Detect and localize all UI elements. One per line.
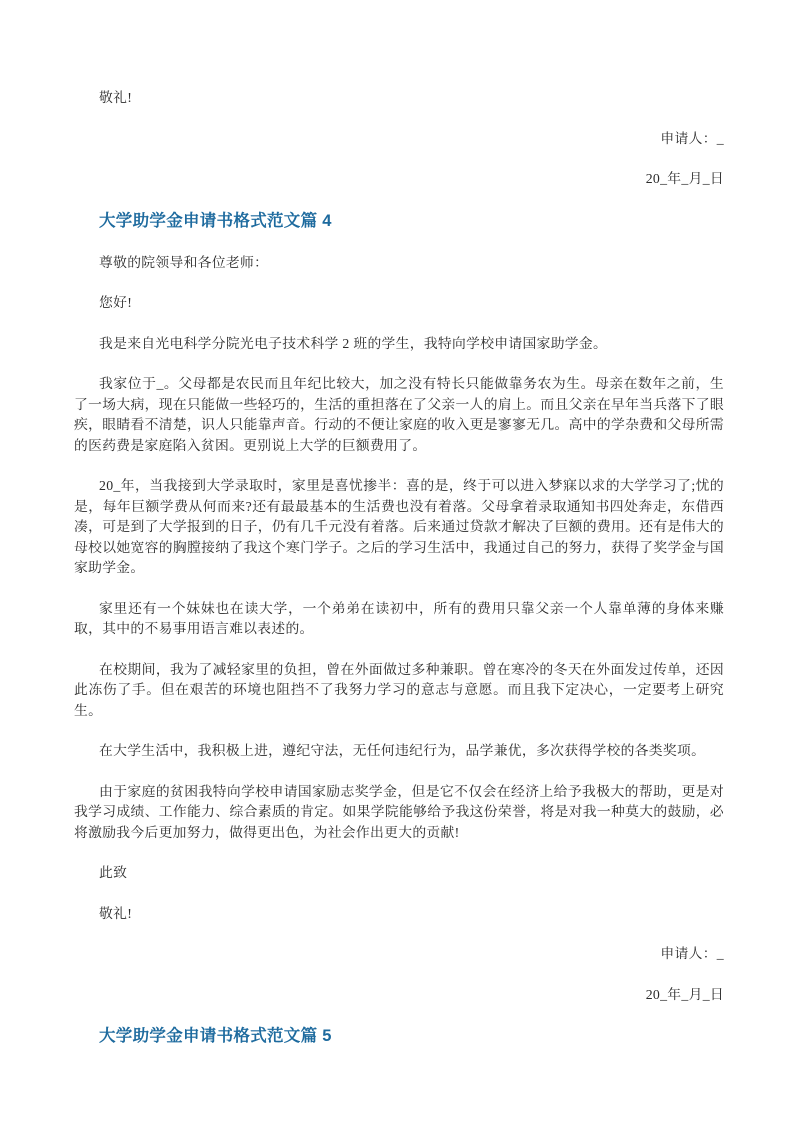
closing-line: 此致 (99, 865, 128, 880)
section-heading-part5: 大学助学金申请书格式范文篇 5 (99, 1027, 332, 1045)
paragraph-family-situation: 我家位于_。父母都是农民而且年纪比较大，加之没有特长只能做靠务农为生。母亲在数年之前，生了一场大病，现在只能做一些轻巧的，生活的重担落在了父亲一人的肩上。而且父亲在早年当兵落下了眼疾，眼睛看不清楚，识人只能靠声音。行动的不便让家庭的收入更是寥寥无几。高中的学杂费和父母所需的医药费是家庭陷入贫困。更别说上大学的巨额费用了。 (74, 376, 724, 453)
paragraph-intro: 我是来自光电科学分院光电子技术科学 2 班的学生，我特向学校申请国家助学金。 (99, 335, 608, 351)
paragraph-admission: 20_年，当我接到大学录取时，家里是喜忧掺半：喜的是，终于可以进入梦寐以求的大学学习了;忧的是，每年巨额学费从何而来?还有最最基本的生活费也没有着落。父母拿着录取通知书四处奔走，东借西凑，可是到了大学报到的日子，仍有几千元没有着落。后来通过贷款才解决了巨额的费用。还有是伟大的母校以她宽容的胸膛接纳了我这个寒门学子。之后的学习生活中，我通过自己的努力，获得了奖学金与国家助学金。 (74, 478, 724, 575)
salutation-line: 尊敬的院领导和各位老师： (99, 254, 269, 270)
paragraph-siblings: 家里还有一个妹妹也在读大学，一个弟弟在读初中，所有的费用只靠父亲一个人靠单薄的身体来赚取，其中的不易事用语言难以表述的。 (74, 600, 724, 636)
section-heading-part4: 大学助学金申请书格式范文篇 4 (99, 211, 332, 230)
applicant-line-2: 申请人：_ (660, 946, 724, 961)
salute-line: 敬礼! (99, 90, 133, 105)
paragraph-request: 由于家庭的贫困我特向学校申请国家励志奖学金，但是它不仅会在经济上给予我极大的帮助，更是对我学习成绩、工作能力、综合素质的肯定。如果学院能够给予我这份荣誉，将是对我一种莫大的鼓励，必将激励我今后更加努力，做得更出色，为社会作出更大的贡献! (74, 783, 724, 840)
date-line-2: 20_年_月_日 (645, 986, 724, 1002)
applicant-line: 申请人：_ (660, 130, 724, 146)
greeting-line: 您好! (99, 295, 133, 310)
salute-line-2: 敬礼! (99, 905, 133, 921)
paragraph-conduct: 在大学生活中，我积极上进，遵纪守法，无任何违纪行为，品学兼优，多次获得学校的各类奖项。 (99, 743, 706, 758)
date-line: 20_年_月_日 (645, 171, 724, 186)
paragraph-part-time-jobs: 在校期间，我为了减轻家里的负担，曾在外面做过多种兼职。曾在寒冷的冬天在外面发过传单，还因此冻伤了手。但在艰苦的环境也阻挡不了我努力学习的意志与意愿。而且我下定决心，一定要考上研究生。 (74, 661, 724, 718)
